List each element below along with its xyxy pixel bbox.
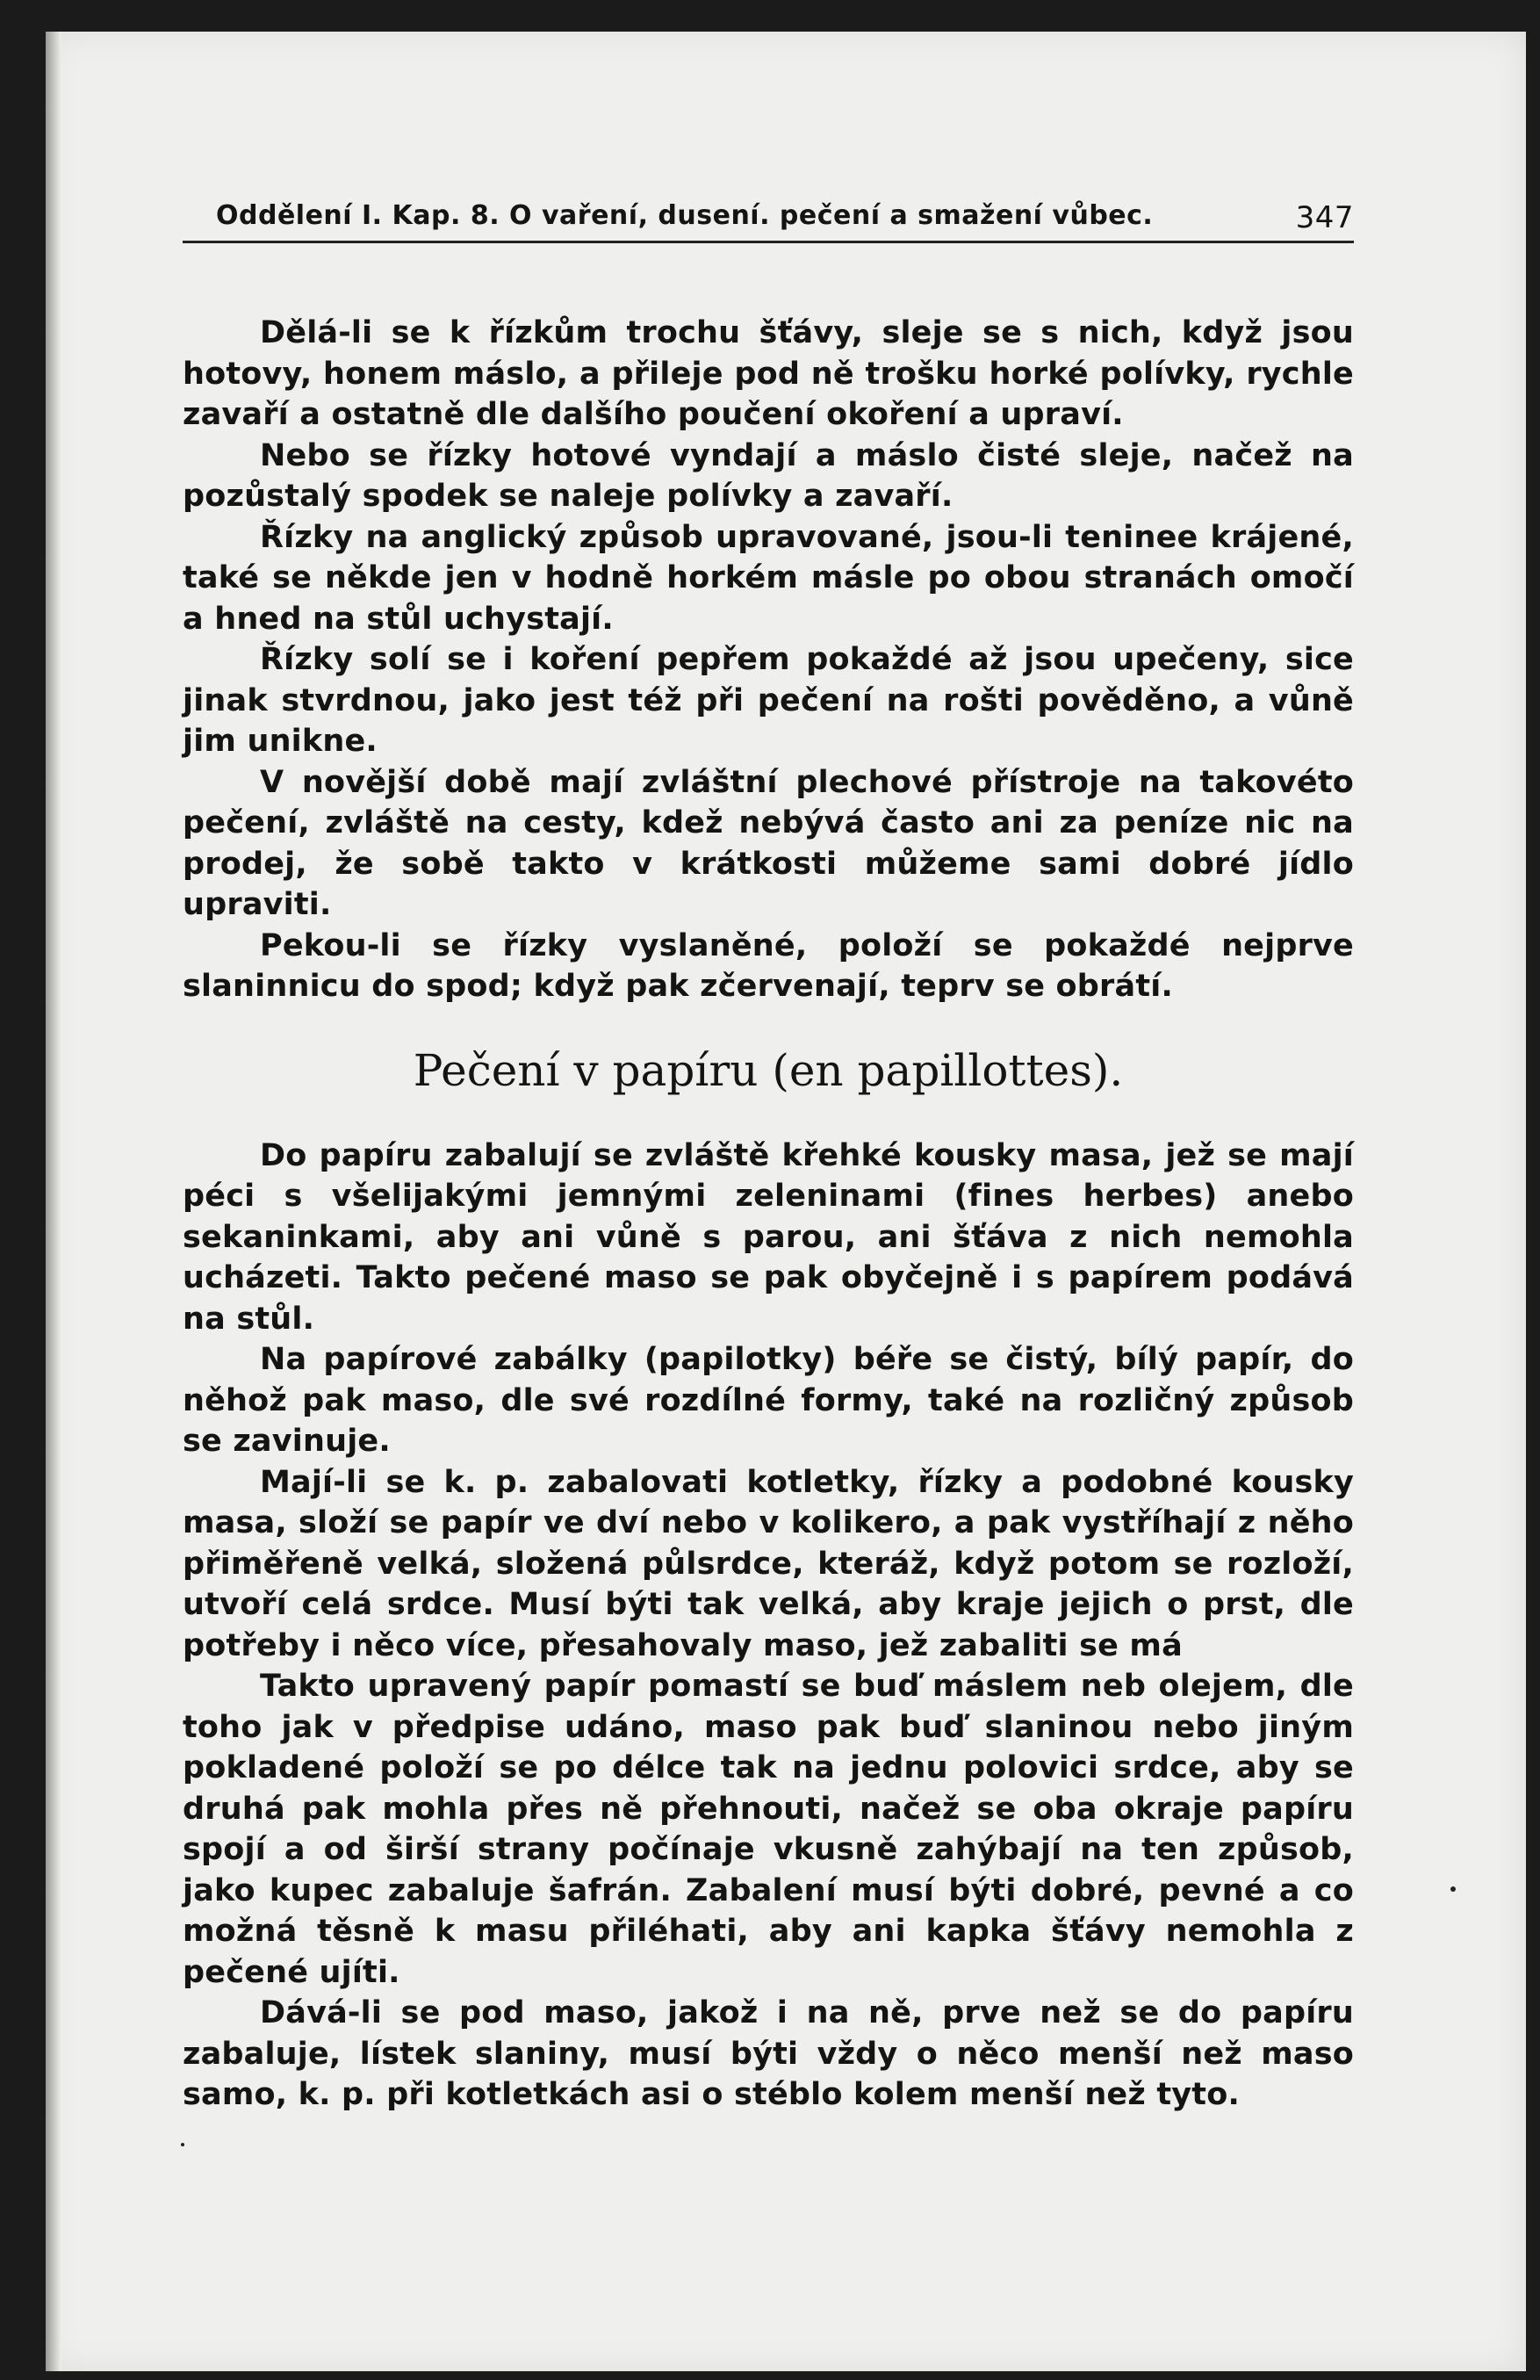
section-heading: Pečení v papíru (en papillottes). [413,1044,1124,1096]
page-edge [46,32,61,2371]
print-speck [181,2143,184,2146]
running-title: Oddělení I. Kap. 8. O vaření, dusení. pečení a smažení vůbec. [216,200,1154,231]
paragraph: Dává-li se pod maso, jakož i na ně, prve než se do papíru zabaluje, lístek slaniny, musí býti vždy o něco menší než maso samo, k. p. při kotletkách asi o stéblo kolem menší než tyto. [183,1995,1354,2112]
paragraph: Řízky solí se i koření pepřem pokaždé až jsou upečeny, sice jinak stvrdnou, jako jest též při pečení na rošti pověděno, a vůně jim unikne. [183,642,1354,759]
print-speck [1450,1886,1456,1892]
paragraph: V novější době mají zvláštní plechové přístroje na takovéto pečení, zvláště na cesty, kdež nebývá často ani za peníze nic na prodej, že sobě takto v krátkosti můžeme sami dobré jídlo upraviti. [183,764,1354,922]
paragraph: Pekou-li se řízky vyslaněné, položí se pokaždé nejprve slaninnicu do spod; když pak zčervenají, teprv se obrátí. [183,927,1354,1004]
paragraph: Takto upravený papír pomastí se buď máslem neb olejem, dle toho jak v předpise udáno, maso pak buď slaninou nebo jiným pokladené položí se po délce tak na jednu polovici srdce, aby se druhá pak mohla přes ně přehnouti, načež se oba okraje papíru spojí a od širší strany počínaje vkusně zahýbají na ten způsob, jako kupec zabaluje šafrán. Zabalení musí býti dobré, pevné a co možná těsně k masu přiléhati, aby ani kapka šťávy nemohla z pečené ujíti. [183,1669,1354,1990]
paragraph: Nebo se řízky hotové vyndají a máslo čisté sleje, načež na pozůstalý spodek se naleje polívky a zavaří. [183,437,1354,514]
body-text [183,313,1354,2116]
paragraph: Mají-li se k. p. zabalovati kotletky, řízky a podobné kousky masa, složí se papír ve dví nebo v kolikero, a pak vystříhají z něho přiměřeně velká, složená půlsrdce, kteráž, když potom se rozloží, utvoří celá srdce. Musí býti tak velká, aby kraje jejich o prst, dle potřeby i něco více, přesahovaly maso, jež zabaliti se má [183,1464,1354,1663]
paragraph: Do papíru zabalují se zvláště křehké kousky masa, jež se mají péci s všelijakými jemnými zeleninami (fines herbes) anebo sekaninkami, aby ani vůně s parou, ani šťáva z nich nemohla ucházeti. Takto pečené maso se pak obyčejně i s papírem podává na stůl. [183,1137,1354,1337]
paragraph: Řízky na anglický způsob upravované, jsou-li teninee krájené, také se někde jen v hodně horkém másle po obou stranách omočí a hned na stůl uchystají. [183,519,1354,637]
running-header [183,197,1354,243]
book-page [46,32,1526,2371]
paragraph: Dělá-li se k řízkům trochu šťávy, sleje se s nich, když jsou hotovy, honem máslo, a přileje pod ně trošku horké polívky, rychle zavaří a ostatně dle dalšího poučení okoření a upraví. [183,315,1354,432]
page-number: 347 [1295,200,1354,235]
paragraph: Na papírové zabálky (papilotky) béře se čistý, bílý papír, do něhož pak maso, dle své rozdílné formy, také na rozličný způsob se zavinuje. [183,1342,1354,1459]
